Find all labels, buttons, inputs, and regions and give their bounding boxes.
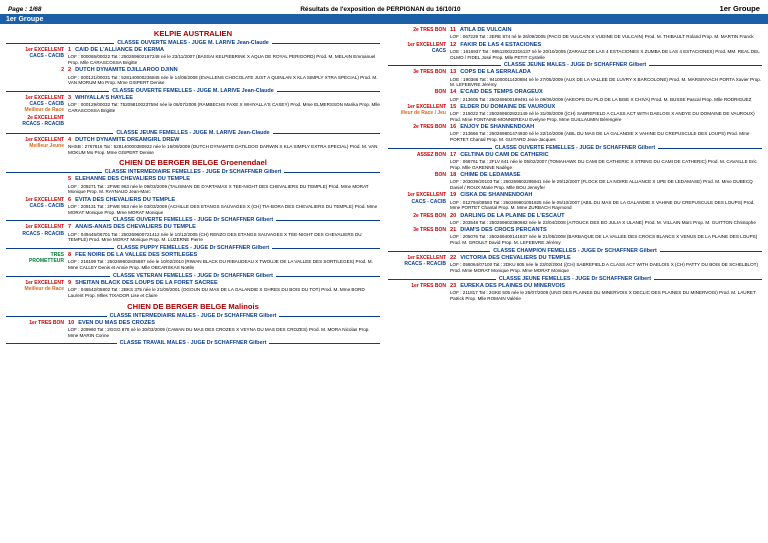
award-label: TRES [50,252,64,259]
class-heading-label: CLASSE OUVERTE MALES - JUGE M. LARIVE Jean-Claude [114,40,272,46]
dog-details: LOF : 205076 Tat : 250269400141837 née le 21/05/2008 (BARBAQUE DE LA VALLEE DES CROCS BLANCS X VENUS DE LA PLAINE DES LOUPS) Prod. M. GROULT David Prop. M. LEFEBVRE Jérémy [450,234,758,246]
dog-name: E'CAID DES TEMPS ORAGEUX [460,89,543,96]
dog-line [68,115,380,122]
dog-name: DIAM'S DES CROCS PERCANTS [460,227,547,234]
dog-details: LOF : 000121/00031 Tat : 528140000236845 née le 14/06/2006 (EVALLENS CHOCOLATE JUST A QUINLAN X KLA SIMPLY XTRA SPECIAL) Prod. M. VAN MORUM Mo Prop. Mme GISPERT Denise [68,74,378,86]
entry-body [68,224,380,243]
award-label: 2 [61,67,64,74]
award-labels [6,115,68,128]
dog-name: VICTORIA DES CHEVALIERS DU TEMPLE [460,254,571,261]
award-label: PROMETTEUR [29,258,64,265]
award-labels [388,104,450,123]
dog-details: LOF : 000129/00032 Tat: 752098100237594 née le 06/07/2008 (RAMBECHS FAXE X WHIYALLA'S CASEY) Prod. Mme ELMERSSON Marika Prop. Mlle CARASCOSSA Brigitte [68,102,380,113]
dog-line [450,124,762,131]
class-heading [6,340,380,346]
class-heading [6,88,380,94]
entry-number: 23 [450,282,457,289]
award-label: RCACS - RCACIB [22,230,64,237]
dog-details: LOF : 046542/05802 Tat : 2BKS 375 née le 21/09/2001 (OGOUN DU MAS DE LA GALANDIE X GHRES DU BOIS DU TOT) Prod. M. Mme BORD Laurent Prop. Mlles TIXADOR Lise et Claire [68,287,365,298]
class-heading [6,273,380,279]
entry-number: 20 [450,212,457,219]
award-label: 1er EXCELLENT [407,103,446,110]
dog-line [68,252,380,259]
award-label: 1er EXCELLENT [407,41,446,48]
dog-name: FAKIR DE LAS 4 ESTACIONES [460,41,542,48]
award-labels [6,67,68,86]
class-heading [388,248,762,254]
entry-row [388,124,762,143]
entry-row [6,67,380,86]
entry-number: 1 [68,47,72,53]
dog-name: EVITA DES CHEVALIERS DU TEMPLE [75,196,176,203]
group-label: 1er Groupe [719,4,760,13]
entry-number: 21 [450,227,457,234]
dog-name: WHIYALLA'S HAYLEE [75,94,133,101]
breed-title: CHIEN DE BERGER BELGE Groenendael [119,158,267,168]
entry-number: 18 [450,172,457,179]
dog-line [68,176,380,183]
award-label: Meilleur de Race [24,286,64,293]
dog-details: NHSB : 2767616 Tat : 528140000380922 née le 16/09/2009 (DUTCH DYNAMITE DATILDOO DARWIN X KLA SIMPLY EXTRA SPECIAL) Prod. M. VAN MOKUM Mo Prop. Mme GISPERT Denise [68,143,378,155]
award-labels [6,280,68,299]
entry-row [6,137,380,156]
dog-name: CHIME DE LEDAMASE [460,172,521,179]
award-labels [388,255,450,274]
entry-row [388,213,762,226]
dog-details: LOF : 209271 Tat : 2FWE 963 née le 09/03/2009 (TALISMAN DE D'ARTAMAS X TEE-NIGHT DES CHEVALIERS DU TEMPLE) Prod. Mme MORAT Monique Prop. M. RAYNAUD Jean-Marc [68,183,369,195]
entry-row [388,192,762,211]
dog-details: LOF : 211817 Tat : 2GKE 505 née le 25/07/2009 (UNO DES PLAINES DU MINERVOIS X DECLIC DES PLAINES DU MINERVOIS) Prod. M. LAURET Patrick Prop. Mlle ROMAIN Valérie [450,289,756,301]
class-heading [6,169,380,175]
entry-number: 8 [68,252,72,259]
dog-name: ENJOY DE SHANNENDOAH [460,124,535,131]
entry-row [388,42,762,61]
award-label: RCACS - RCACIB [404,261,446,268]
entry-body [450,227,762,246]
dog-line [68,280,380,287]
entry-number: 17 [450,151,457,158]
left-column [6,26,380,347]
dog-line [450,172,762,179]
class-heading-label: CLASSE OUVERTE FEMELLES - JUGE Dr SCHAFFNER Gilbert [110,217,276,223]
dog-name: CAID DE L'ALLIANCE DE KERMA [75,47,165,53]
dog-name: CELTINA DU CAMI DE CATHERIC [460,151,549,158]
dog-line [450,192,762,199]
dog-details: LOF : 213605 Tat : 250269500189491 né le 09/06/2009 (AKEOPS DU PLO DE LA BISE X CHIVA) Prod. M. BUSSE Pascal Prop. Mlle RODRIGUEZ [450,96,752,102]
dog-name: EUREKA DES PLAINES DU MINERVOIS [460,282,565,289]
entry-row [388,152,762,171]
award-label: CACS - CACIB [411,198,446,205]
dog-line [450,255,762,262]
award-label: 2e EXCELLENT [27,115,64,122]
dog-details: LOF : 067229 Tat : 2ERE 874 né le 26/09/2005 (PACO DE VULCAIN X VUDINE DE VULCAIN) Prod. M. THIBAULT Roland Prop. M. MARTIN Franck [450,34,754,40]
entry-row [6,176,380,195]
entry-row [6,280,380,299]
exhibition-title: Résultats de l'exposition de PERPIGNAN du 16/10/10 [300,6,461,13]
dog-details: LOF : 000065/00022 Tat : 250269602187248 né le 23/11/2007 (BASSAI KELPIEBRINK X AQUA DE ROYAL PERIGORD) Prod. M. MELAIN Emmanuel Prop. Mlle CARASCOSSA Brigitte [68,54,376,65]
dog-name: ELDER DU DOMAINE DE VAUROUX [460,103,556,110]
award-labels [388,42,450,61]
class-heading [388,145,762,151]
award-label: RCACS - RCACIB [22,121,64,128]
dog-name: ATILA DE VULCAIN [459,27,512,33]
entry-body [68,95,380,114]
dog-details: LOF : 213666 Tat : 250269801474930 né le 22/10/2009 (ABIL DU MAS DE LA GALANDIE X VAHINE DU CREPUSCULE DES LOUPS) Prod. Mme PORTET Chantal Prop. M. GUITARD Jean-Jacques [450,131,750,143]
award-label: Meilleur Jeune [29,142,64,149]
class-heading-label: CLASSE INTERMEDIAIRE MALES - JUGE Dr SCHAFFNER Gilbert [107,313,280,319]
dog-name: FEE NOIRE DE LA VALLEE DES SORTILEGES [75,252,198,259]
entry-body [450,42,762,61]
results-columns [0,26,768,347]
dog-line [450,213,762,220]
award-label: illeur de Race / Jeu [400,110,446,117]
class-heading [6,130,380,136]
entry-number: 16 [450,124,457,131]
award-labels [6,224,68,243]
breed-title: KELPIE AUSTRALIEN [153,29,233,38]
award-label: 1er EXCELLENT [25,196,64,203]
award-label: ASSEZ BON [416,151,446,158]
dog-line [68,95,380,102]
award-labels [388,192,450,211]
entry-body [450,172,762,191]
award-labels [388,27,450,40]
entry-number: 6 [68,196,72,203]
dog-details: LOE : 1616937 Tat : 985120022316137 né le 20/10/2005 (ZARAUZ DE LAS 4 ESTACIONES X ZUMBA DE LAS 4 ESTACIONES) Prod. MM. REAL DEL OLMO / FIDEL José Prop. Mlle PETIT Cystelle [450,48,760,60]
entry-row [388,283,762,302]
entry-number: 14 [450,89,457,96]
award-label: 2e TRES BON [413,212,446,219]
class-heading-label: CLASSE OUVERTE FEMELLES - JUGE Dr SCHAFFNER Gilbert [492,145,658,151]
class-heading-label: CLASSE CHAMPION FEMELLES - JUGE Dr SCHAFFNER Gilbert [490,248,660,254]
entry-body [450,192,762,211]
dog-name: ANAIS-ANAIS DES CHEVALIERS DU TEMPLE [75,224,196,231]
entry-row [388,172,762,191]
entry-row [6,115,380,128]
class-heading [6,245,380,251]
class-heading [6,40,380,46]
entry-body [450,152,762,171]
award-labels [6,137,68,156]
entry-body [450,124,762,143]
entry-row [388,104,762,123]
entry-number: 15 [450,103,457,110]
entry-body [450,27,762,40]
page-header [0,0,768,14]
entry-row [388,27,762,40]
entry-body [450,283,762,302]
dog-details: LOF : 215022 Tat : 250269602822149 né le 31/08/2009 ((CH) SABREFIELD A CLASS ACT WITH DAELOIS X ANDYE DU DOMAINE DE VAUROUX) Prod. Mme FONTAINE-MONNEREAU Evelyne Prop. Mme GUILLAUMIN Bérengère [450,111,755,122]
award-label: 1er TRES BON [29,319,64,326]
dog-line [450,227,762,234]
entry-number: 3 [68,94,72,101]
dog-name: DUTCH DYNAMITE DREAMGIRL DREW [75,136,180,143]
dog-line [450,42,762,49]
class-heading-label: CLASSE JEUNE FEMELLES - JUGE M. LARIVE Jean-Claude [113,130,272,136]
award-label: CACS [431,47,446,54]
entry-number: 12 [450,41,457,48]
entry-row [388,89,762,102]
dog-name: DARLING DE LA PLAINE DE L'ESCAUT [460,212,565,219]
entry-body [68,197,380,216]
class-heading [6,217,380,223]
class-heading-label: CLASSE OUVERTE FEMELLES - JUGE M. LARIVE Jean-Claude [109,88,276,94]
class-heading-label: CLASSE INTERMEDIAIRE FEMELLES - JUGE Dr SCHAFFNER Gilbert [102,169,285,175]
award-labels [388,124,450,143]
entry-body [450,104,762,123]
dog-details: LOE : 190366 Tat : 941000011420884 né le 27/05/2009 (AUX DE LA VALLEE DE LUVRY X BARCOLONE) Prod. M. MARSINYACH PORTA Xavier Prop. M. LEFEBVRE Jérémy [450,76,762,88]
dog-line [68,197,380,204]
entry-number: 10 [68,319,75,326]
entry-body [68,280,380,299]
award-labels [388,213,450,226]
class-heading [388,276,762,282]
dog-line [68,320,380,327]
award-label: 1er EXCELLENT [407,192,446,199]
class-heading [388,62,762,68]
class-heading-label: CLASSE PUPPY FEMELLES - JUGE Dr SCHAFFNER Gilbert [114,245,272,251]
dog-line [68,137,380,144]
dog-line [450,283,762,290]
award-label: 1er EXCELLENT [25,47,64,53]
entry-body [68,47,380,66]
award-labels [6,197,68,216]
dog-name: DUTCH DYNAMITE DJILLAROO DJINN [75,67,178,74]
class-heading-label: CLASSE TRAVAIL MALES - JUGE Dr SCHAFFNER Gilbert [117,340,270,346]
entry-row [6,320,380,339]
award-labels [388,152,450,171]
class-heading [6,313,380,319]
entry-row [388,255,762,274]
dog-details: LOF : 203548 Tat : 250269602380682 née le 23/04/2008 (AITOUCK DES BO JULIA X ULANE) Prod. M. VILLAIN Marc Prop. M. GUITTON Christophe [450,219,756,225]
award-label: 1er EXCELLENT [407,254,446,261]
entry-row [6,252,380,271]
award-labels [388,69,450,88]
award-label: 3e TRES BON [413,227,446,234]
dog-name: COPS DE LA SERRALADA [460,69,531,76]
award-label: 1er EXCELLENT [25,224,64,231]
dog-line [68,47,380,54]
entry-row [388,227,762,246]
right-column [388,26,762,347]
entry-body [68,252,380,271]
entry-number: 22 [450,254,457,261]
award-labels [388,89,450,102]
dog-details: LOF : 203039/20103 Tat : 250269602295941 née le 29/12/2007 (FLOCK DE LA NOIRE ALLIANCE X UPE DE LEDAMASE) Prod. M. Mme DUBECQ Daniel / ROUX Marie Prop. Mlle BOU Jennyfer [450,179,753,191]
dog-name: SHEITAN BLACK DES LOUPS DE LA FORET SACREE [75,279,218,286]
award-label: 2e TRES BON [413,124,446,131]
award-label: 2e TRES BON [413,27,446,33]
dog-details: LOF : 209960 Tat : 2GGG 878 né le 30/03/2009 (CAWAN DU MAS DES CROZES X VEYNA DU MAS DES CROZES) Prod. M. MORA Nicolas Prop. Mme MARIN Corine [68,326,370,338]
entry-number: 11 [450,27,456,33]
award-label: 1er EXCELLENT [25,136,64,143]
entry-number: 9 [68,279,72,286]
dog-line [450,27,762,34]
dog-details: LOF : 049445/06701 Tat : 250269600721412 née le 10/12/2005 (CH) RENZO DES ETANGS SAUVAGES X TEE-NIGHT DES CHEVALIERS DU TEMPLE) Prod. Mme MORAT Monique Prop. M. LUZERNE Pierre [68,231,362,243]
entry-body [68,115,380,128]
award-label: 1er TRES BON [411,282,446,289]
page-number: Page : 1/68 [8,6,42,13]
entry-body [68,137,380,156]
entry-number: 13 [450,69,457,76]
class-heading-label: CLASSE VETERAN FEMELLES - JUGE Dr SCHAFFNER Gilbert [110,273,276,279]
dog-line [68,67,380,74]
award-label: BON [434,172,446,179]
entry-number: 5 [68,176,72,183]
entry-number: 7 [68,224,72,231]
award-label: CACS - CACIB [29,53,64,60]
entry-body [68,176,380,195]
award-label: 3e TRES BON [413,69,446,76]
entry-row [6,95,380,114]
award-labels [388,227,450,246]
dog-name: CISKA DE SHANNENDOAH [460,192,533,199]
dog-details: LOF : 012794/08583 Tat : 250269801091825 née le 05/10/2007 (ABIL DU MAS DE LA GALANDIE X VAHINE DU CREPUSCULE DES LOUPS) Prod. Mme PORTET Chantal Prop. M. Mme ZURBACH Raymond [450,199,755,211]
class-heading-label: CLASSE JEUNE MALES - JUGE Dr SCHAFFNER Gilbert [501,62,649,68]
dog-details: LOF : 216199 Tat : 250269602835887 née le 10/02/2010 (RIWAN BLACK DU RIBAUDEAU X TWOUJE DE LA VALLEE DES SORTILEGES) Prod. M. Mme CALLEY Denis et Annie Prop. Mlle OBCARSKAS Noëlle [68,259,373,271]
dog-line [450,89,762,96]
award-labels [6,320,68,339]
entry-row [6,197,380,216]
award-labels [388,172,450,191]
dog-details: LOF : 209131 Tat : 2FWE 953 née le 03/03/2009 (ACHILLE DES ETANGS SAUVAGES X (CH) TIA-BORA DES CHEVALIERS DU TEMPLE) Prod. Mme MORAT Monique Prop. Mme MORAT Monique [68,203,378,215]
breed-title: CHIEN DE BERGER BELGE Malinois [127,301,259,311]
dog-line [450,152,762,159]
award-label: 1er EXCELLENT [25,94,64,101]
award-label: CACS - CACIB [29,202,64,209]
dog-name: EVEN DU MAS DES CROZES [78,319,156,326]
entry-body [68,320,380,339]
entry-number: 19 [450,192,457,199]
dog-details: LOF : 068761 Tat : 2FLV 641 née le 05/02/2007 (TOMAHAWK DU CAMI DE CATHERIC X STRING DU CAMI DE CATHERIC) Prod. M. CAVAILLE Eric Prop. Mlle GARENNE Nadège [450,159,757,170]
entry-body [450,69,762,88]
entry-number: 2 [68,67,72,74]
dog-line [450,69,762,76]
award-label: 1er EXCELLENT [25,279,64,286]
award-labels [6,95,68,114]
award-labels [6,252,68,271]
entry-number: 4 [68,136,72,143]
dog-line [68,224,380,231]
entry-body [450,89,762,102]
award-labels [388,283,450,302]
class-heading-label: CLASSE JEUNE FEMELLES - JUGE Dr SCHAFFNER Gilbert [496,276,654,282]
dog-name: ELEHANNE DES CHEVALIERS DU TEMPLE [75,176,191,183]
entry-body [68,67,380,86]
entry-row [6,47,380,66]
entry-row [6,224,380,243]
dog-line [450,104,762,111]
award-label: BON [434,89,446,96]
entry-body [450,213,762,226]
award-labels [6,47,68,66]
award-labels [6,176,68,195]
group-banner: 1er Groupe [0,14,768,24]
entry-body [450,255,762,274]
award-label: Meilleur de Race [24,107,64,114]
award-label: CACS - CACIB [29,101,64,108]
dog-details: LOF : 058064/07100 Tat : 2DKU 805 née le 23/02/2004 ((CH) SABREFIELD A CLASS ACT WITH DAELOIS X (CH) PATTY DU BOIS DE SCHELBLOT) Prod. Mme MORAT Monique Prop. Mme MORAT Monique [450,262,758,273]
entry-row [388,69,762,88]
